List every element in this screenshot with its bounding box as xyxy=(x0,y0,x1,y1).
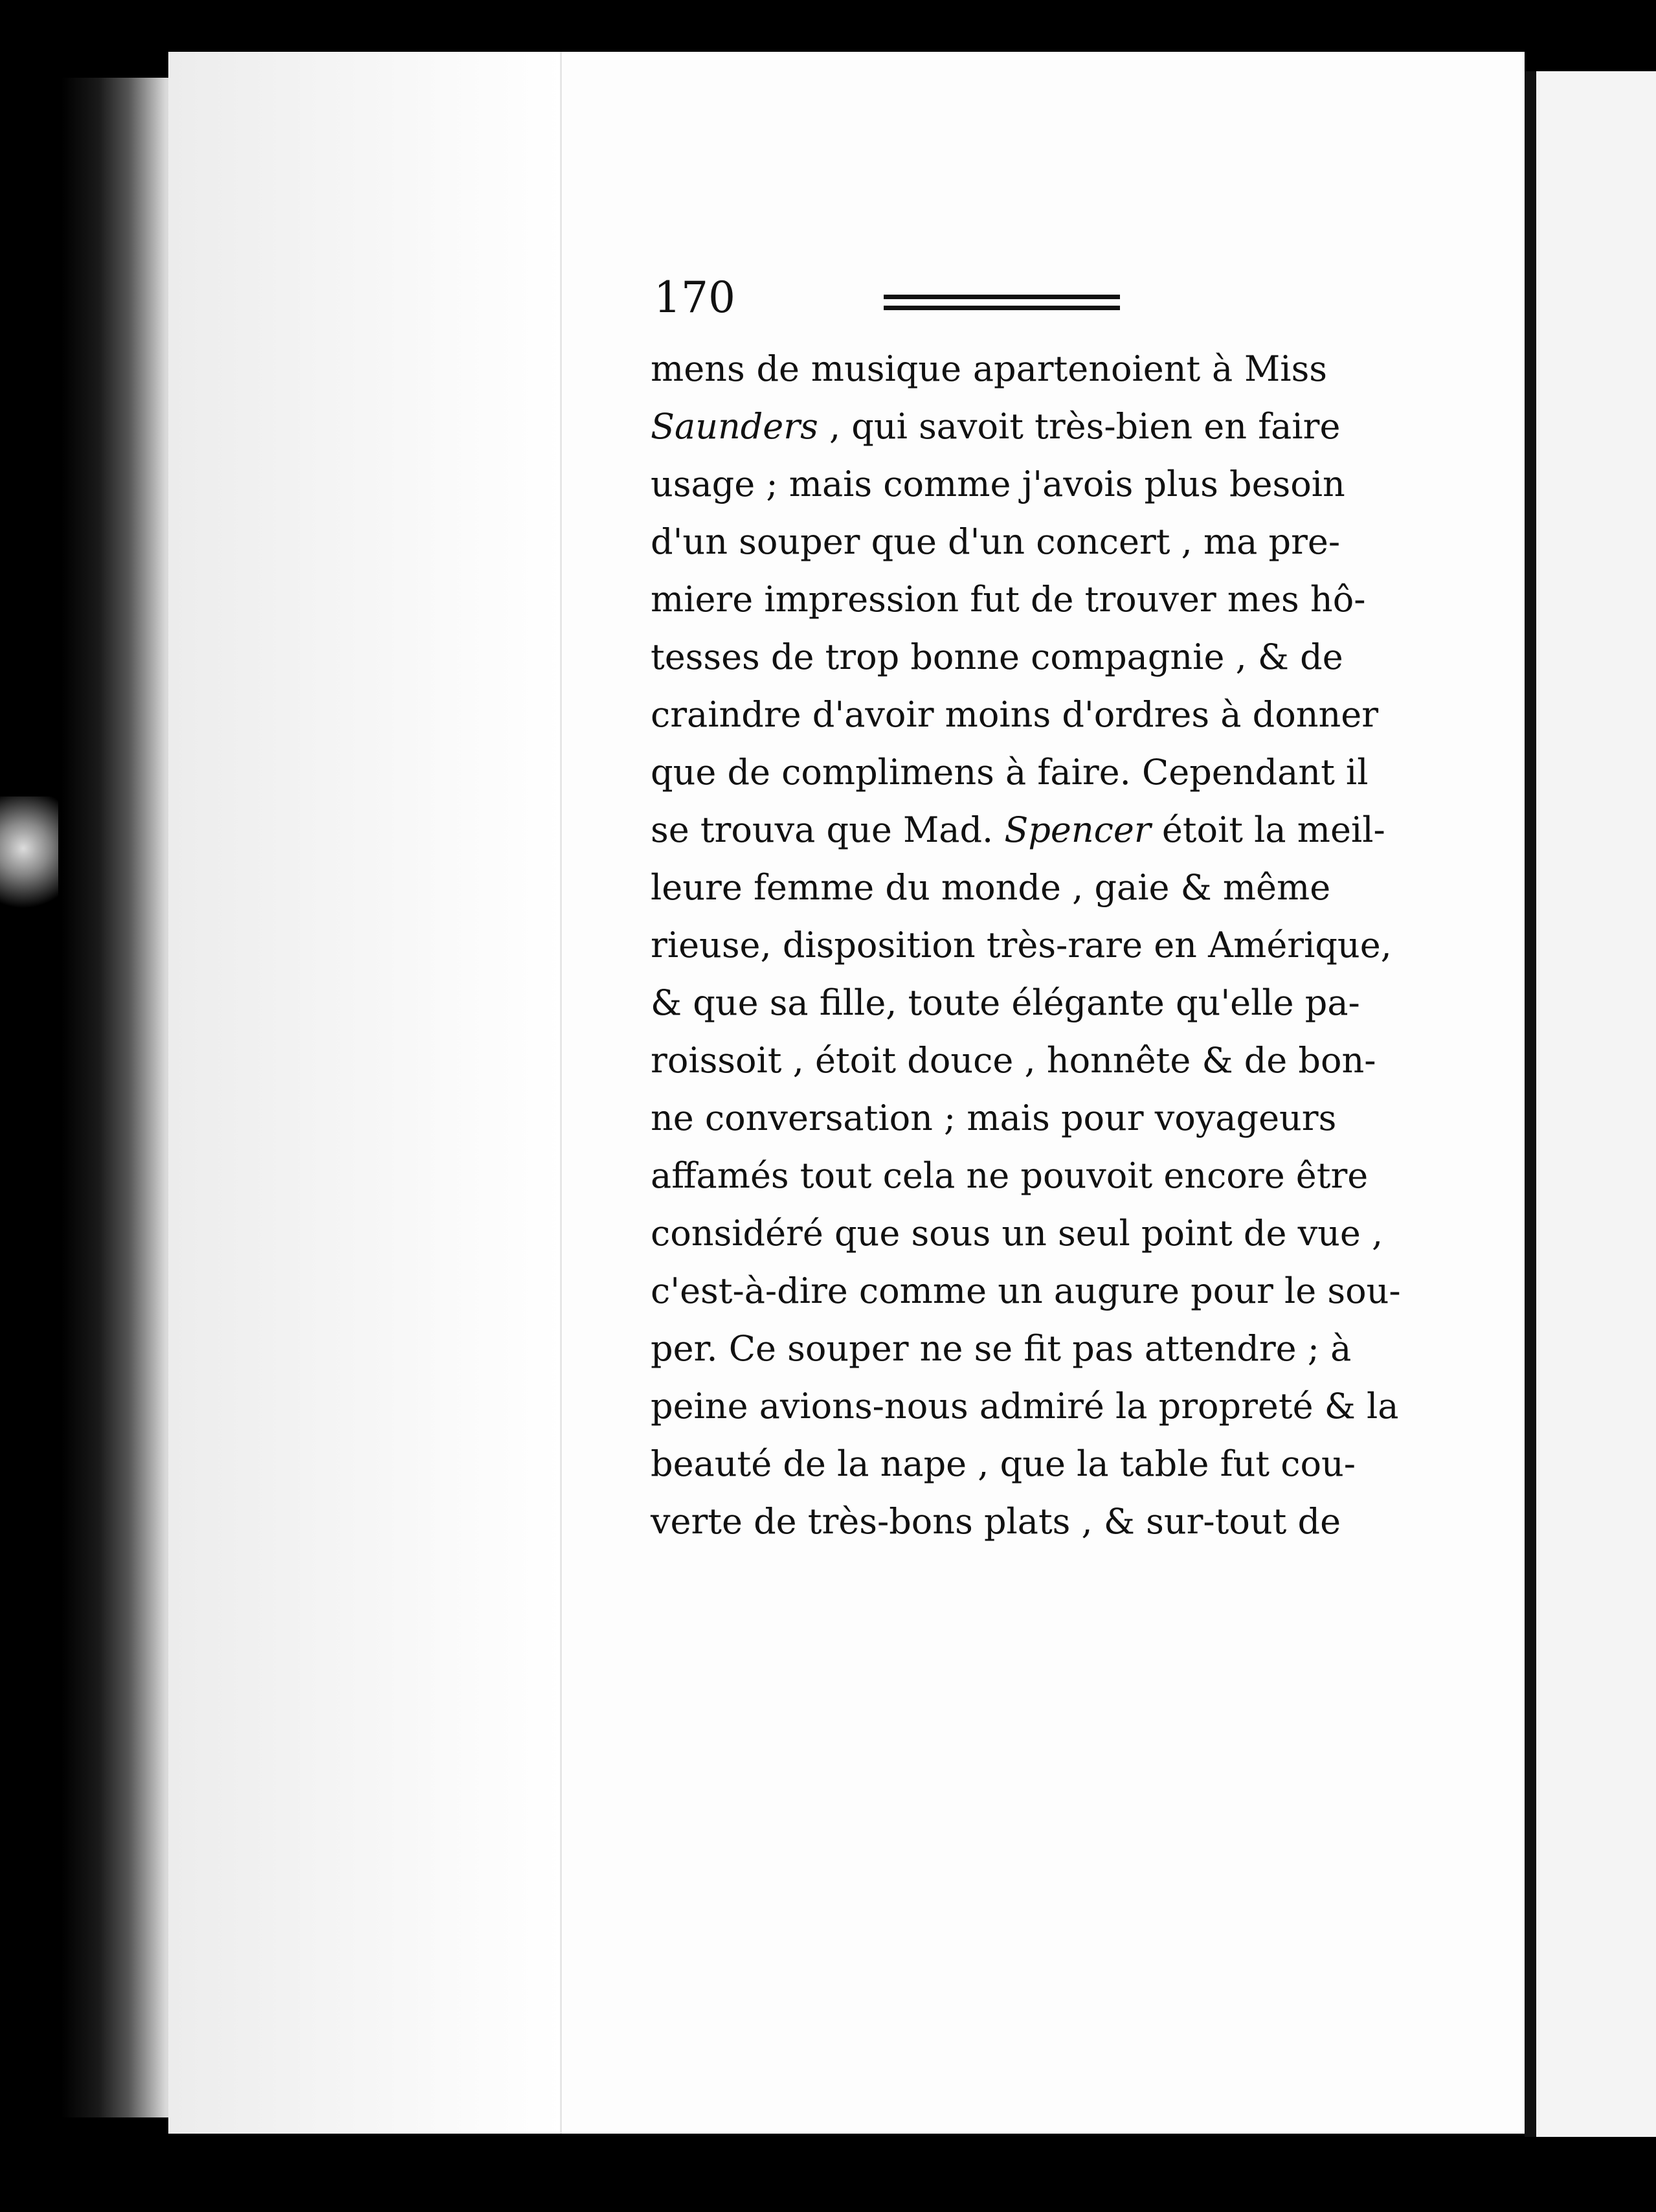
text-line xyxy=(651,1032,1376,1089)
text-segment: que de complimens à faire. Cependant il xyxy=(651,752,1369,793)
text-segment: & que sa fille, toute élégante qu'elle pa- xyxy=(651,982,1360,1023)
text-segment: mens de musique apartenoient à Miss xyxy=(651,348,1327,389)
text-line xyxy=(651,1089,1337,1147)
text-segment: c'est-à-dire comme un augure pour le sou- xyxy=(651,1270,1401,1311)
text-segment: per. Ce souper ne se fit pas attendre ; à xyxy=(651,1328,1352,1369)
text-segment: miere impression fut de trouver mes hô- xyxy=(651,579,1366,620)
text-segment: rieuse, disposition très-rare en Amérique, xyxy=(651,925,1392,965)
text-segment: peine avions-nous admiré la propreté & la xyxy=(651,1386,1399,1427)
header-rule xyxy=(884,295,1120,299)
text-segment: ne conversation ; mais pour voyageurs xyxy=(651,1098,1337,1138)
header-rule xyxy=(884,306,1120,310)
text-line xyxy=(651,1493,1341,1550)
text-segment: craindre d'avoir moins d'ordres à donner xyxy=(651,694,1379,735)
text-line xyxy=(651,340,1327,398)
text-line xyxy=(651,743,1369,801)
page-gutter xyxy=(168,52,563,2134)
page-number: 170 xyxy=(654,273,735,322)
text-segment: beauté de la nape , que la table fut cou- xyxy=(651,1443,1356,1484)
body-text xyxy=(651,340,1401,1550)
page-header xyxy=(654,272,1120,324)
text-line xyxy=(651,1204,1383,1262)
text-segment: se trouva que Mad. xyxy=(651,809,1005,850)
text-line xyxy=(651,801,1385,859)
page-fold-line xyxy=(560,52,562,2134)
text-line xyxy=(651,570,1366,628)
text-line xyxy=(651,513,1341,570)
paper-fragment xyxy=(0,796,58,926)
text-segment: verte de très-bons plats , & sur-tout de xyxy=(651,1501,1341,1542)
italic-name: Saunders xyxy=(651,406,818,447)
text-line xyxy=(651,1320,1352,1377)
text-line xyxy=(651,628,1343,686)
text-line xyxy=(651,859,1331,916)
facing-page xyxy=(1536,71,1656,2137)
text-segment: considéré que sous un seul point de vue , xyxy=(651,1213,1383,1254)
text-line xyxy=(651,1262,1401,1320)
text-segment: affamés tout cela ne pouvoit encore être xyxy=(651,1155,1369,1196)
text-line xyxy=(651,398,1341,455)
text-line xyxy=(651,455,1345,513)
text-segment: usage ; mais comme j'avois plus besoin xyxy=(651,464,1345,504)
text-line xyxy=(651,1435,1356,1493)
text-segment: étoit la meil- xyxy=(1150,809,1385,850)
text-segment: leure femme du monde , gaie & même xyxy=(651,867,1331,908)
text-line xyxy=(651,916,1392,974)
text-segment: d'un souper que d'un concert , ma pre- xyxy=(651,521,1341,562)
text-line xyxy=(651,1147,1369,1204)
text-segment: , qui savoit très-bien en faire xyxy=(818,406,1341,447)
text-line xyxy=(651,1377,1399,1435)
facing-page-edge xyxy=(1525,71,1536,2137)
text-segment: roissoit , étoit douce , honnête & de bon- xyxy=(651,1040,1376,1081)
text-line xyxy=(651,686,1379,743)
text-line xyxy=(651,974,1360,1032)
text-segment: tesses de trop bonne compagnie , & de xyxy=(651,637,1343,677)
italic-name: Spencer xyxy=(1004,809,1151,850)
